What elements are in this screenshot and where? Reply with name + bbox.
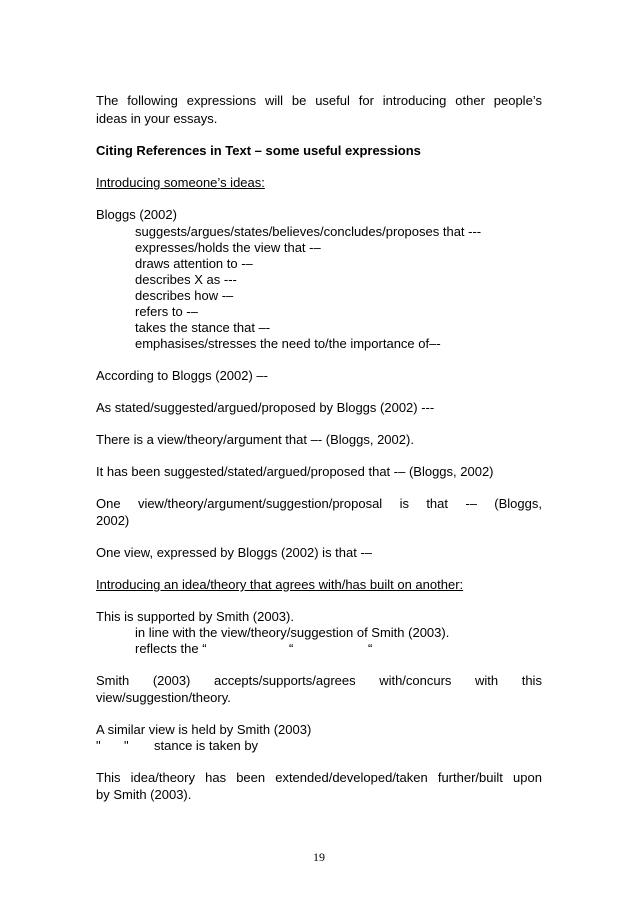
expression-item: expresses/holds the view that -– — [135, 240, 321, 255]
intro-line-2: ideas in your essays. — [96, 111, 218, 126]
expression-paragraph: It has been suggested/stated/argued/proposed that -– (Bloggs, 2002) — [96, 464, 494, 479]
word: been — [236, 770, 266, 785]
word: this — [521, 673, 542, 688]
word: view/theory/argument/suggestion/proposal — [137, 496, 383, 511]
ditto-mark: “ — [368, 641, 373, 656]
lead-line: Bloggs (2002) — [96, 207, 177, 222]
expression-item: refers to -– — [135, 304, 198, 319]
expression-item: reflects the “ — [135, 641, 207, 656]
expression-item: in line with the view/theory/suggestion of Smith (2003). — [135, 625, 450, 640]
intro-line-1 — [96, 93, 542, 109]
page-number: 19 — [313, 850, 325, 864]
word: with — [475, 673, 499, 688]
expression-paragraph: As stated/suggested/argued/proposed by Bloggs (2002) --- — [96, 400, 435, 415]
word: be — [291, 93, 307, 108]
expression-paragraph-line-2: view/suggestion/theory. — [96, 690, 231, 705]
word: following — [127, 93, 178, 108]
ditto-mark: “ — [289, 641, 294, 656]
word: accepts/supports/agrees — [213, 673, 356, 688]
word: introducing — [382, 93, 447, 108]
subheading-introducing-ideas: Introducing someone’s ideas: — [96, 175, 265, 190]
subheading-agreeing-ideas: Introducing an idea/theory that agrees with/has built on another: — [96, 577, 464, 592]
ditto-mark: " — [96, 738, 101, 753]
expression-paragraph: There is a view/theory/argument that –- (Bloggs, 2002). — [96, 432, 414, 447]
word: expressions — [186, 93, 257, 108]
expression-text: stance is taken by — [154, 738, 259, 753]
word: (2003) — [152, 673, 191, 688]
word: -– — [465, 496, 477, 511]
expression-paragraph: One view, expressed by Bloggs (2002) is that -– — [96, 545, 373, 560]
expression-item: suggests/argues/states/believes/concludes/proposes that --- — [135, 224, 482, 239]
word: This — [96, 770, 121, 785]
word: for — [358, 93, 374, 108]
word: will — [264, 93, 284, 108]
expression-paragraph-line-2: 2002) — [96, 513, 130, 528]
expression-item: emphasises/stresses the need to/the importance of–- — [135, 336, 441, 351]
word: upon — [513, 770, 542, 785]
word: that — [426, 496, 448, 511]
word: Smith — [96, 673, 130, 688]
word: (Bloggs, — [494, 496, 542, 511]
expression-paragraph-line-2: by Smith (2003). — [96, 787, 192, 802]
section-heading: Citing References in Text – some useful expressions — [96, 143, 421, 158]
word: further/built — [437, 770, 503, 785]
expression-paragraph-line-1 — [96, 770, 542, 786]
word: with/concurs — [379, 673, 452, 688]
ditto-mark: " — [124, 738, 129, 753]
word: useful — [315, 93, 350, 108]
word: One — [96, 496, 121, 511]
lead-line: This is supported by Smith (2003). — [96, 609, 294, 624]
expression-item: draws attention to -– — [135, 256, 253, 271]
expression-paragraph: According to Bloggs (2002) –- — [96, 368, 268, 383]
word: people’s — [493, 93, 542, 108]
word: is — [399, 496, 409, 511]
word: extended/developed/taken — [275, 770, 428, 785]
expression-item: describes X as --- — [135, 272, 237, 287]
expression-paragraph-line-1 — [96, 673, 542, 689]
word: The — [96, 93, 119, 108]
expression-paragraph-line-1 — [96, 496, 542, 512]
word: has — [205, 770, 227, 785]
word: idea/theory — [130, 770, 195, 785]
expression-item: describes how -– — [135, 288, 234, 303]
expression-paragraph: A similar view is held by Smith (2003) — [96, 722, 312, 737]
word: other — [455, 93, 485, 108]
expression-item: takes the stance that –- — [135, 320, 271, 335]
